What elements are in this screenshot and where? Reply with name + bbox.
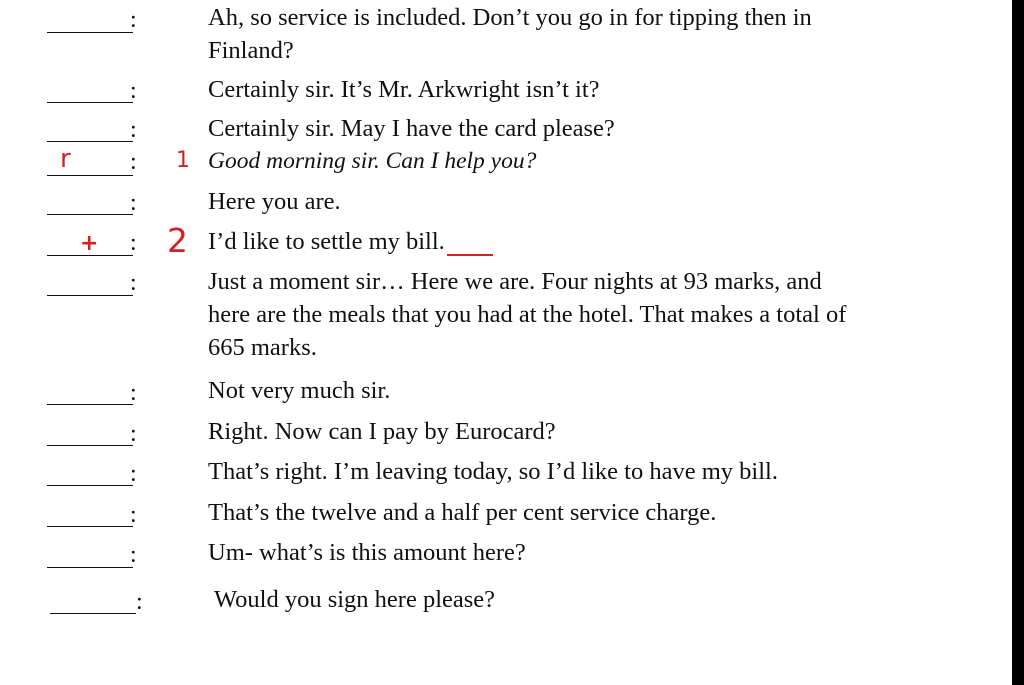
- colon: :: [130, 230, 137, 256]
- handwritten-number-2: 2: [167, 221, 188, 260]
- handwritten-underline: [447, 254, 493, 256]
- colon: :: [130, 117, 137, 143]
- dialogue-line: That’s the twelve and a half per cent service charge.: [208, 499, 717, 526]
- answer-blank[interactable]: [47, 445, 133, 446]
- dialogue-line: That’s right. I’m leaving today, so I’d like to have my bill.: [208, 458, 778, 485]
- dialogue-line: Certainly sir. May I have the card please?: [208, 115, 615, 142]
- dialogue-line: Um- what’s is this amount here?: [208, 539, 526, 566]
- colon: :: [136, 589, 143, 615]
- colon: :: [130, 270, 137, 296]
- answer-blank[interactable]: [47, 32, 133, 33]
- colon: :: [130, 78, 137, 104]
- colon: :: [130, 502, 137, 528]
- dialogue-line: Certainly sir. It’s Mr. Arkwright isn’t it?: [208, 76, 600, 103]
- answer-blank[interactable]: [47, 141, 133, 142]
- colon: :: [130, 149, 137, 175]
- answer-blank[interactable]: [47, 404, 133, 405]
- colon: :: [130, 7, 137, 33]
- handwritten-answer-mark: +: [80, 231, 99, 256]
- dialogue-line: Here you are.: [208, 188, 341, 215]
- colon: :: [130, 542, 137, 568]
- dialogue-line: Just a moment sir… Here we are. Four nights at 93 marks, and here are the meals that you had at the hotel. That makes a total of 665 marks.: [208, 268, 847, 361]
- dialogue-line: Ah, so service is included. Don’t you go in for tipping then in Finland?: [208, 4, 812, 64]
- answer-blank[interactable]: [47, 214, 133, 215]
- colon: :: [130, 380, 137, 406]
- dialogue-line: Would you sign here please?: [214, 586, 496, 613]
- answer-blank[interactable]: [47, 567, 133, 568]
- answer-blank[interactable]: [47, 102, 133, 103]
- handwritten-number-1: 1: [176, 148, 190, 173]
- answer-blank[interactable]: [47, 485, 133, 486]
- dialogue-line: Not very much sir.: [208, 377, 391, 404]
- dialogue-line: I’d like to settle my bill.: [208, 228, 445, 255]
- colon: :: [130, 461, 137, 487]
- answer-blank[interactable]: [47, 526, 133, 527]
- answer-blank[interactable]: [50, 613, 136, 614]
- colon: :: [130, 421, 137, 447]
- answer-blank[interactable]: [47, 295, 133, 296]
- handwritten-answer-mark: r: [60, 144, 71, 174]
- answer-blank[interactable]: [47, 175, 133, 176]
- dialogue-line: Right. Now can I pay by Eurocard?: [208, 418, 556, 445]
- dialogue-line: Good morning sir. Can I help you?: [208, 148, 537, 174]
- colon: :: [130, 190, 137, 216]
